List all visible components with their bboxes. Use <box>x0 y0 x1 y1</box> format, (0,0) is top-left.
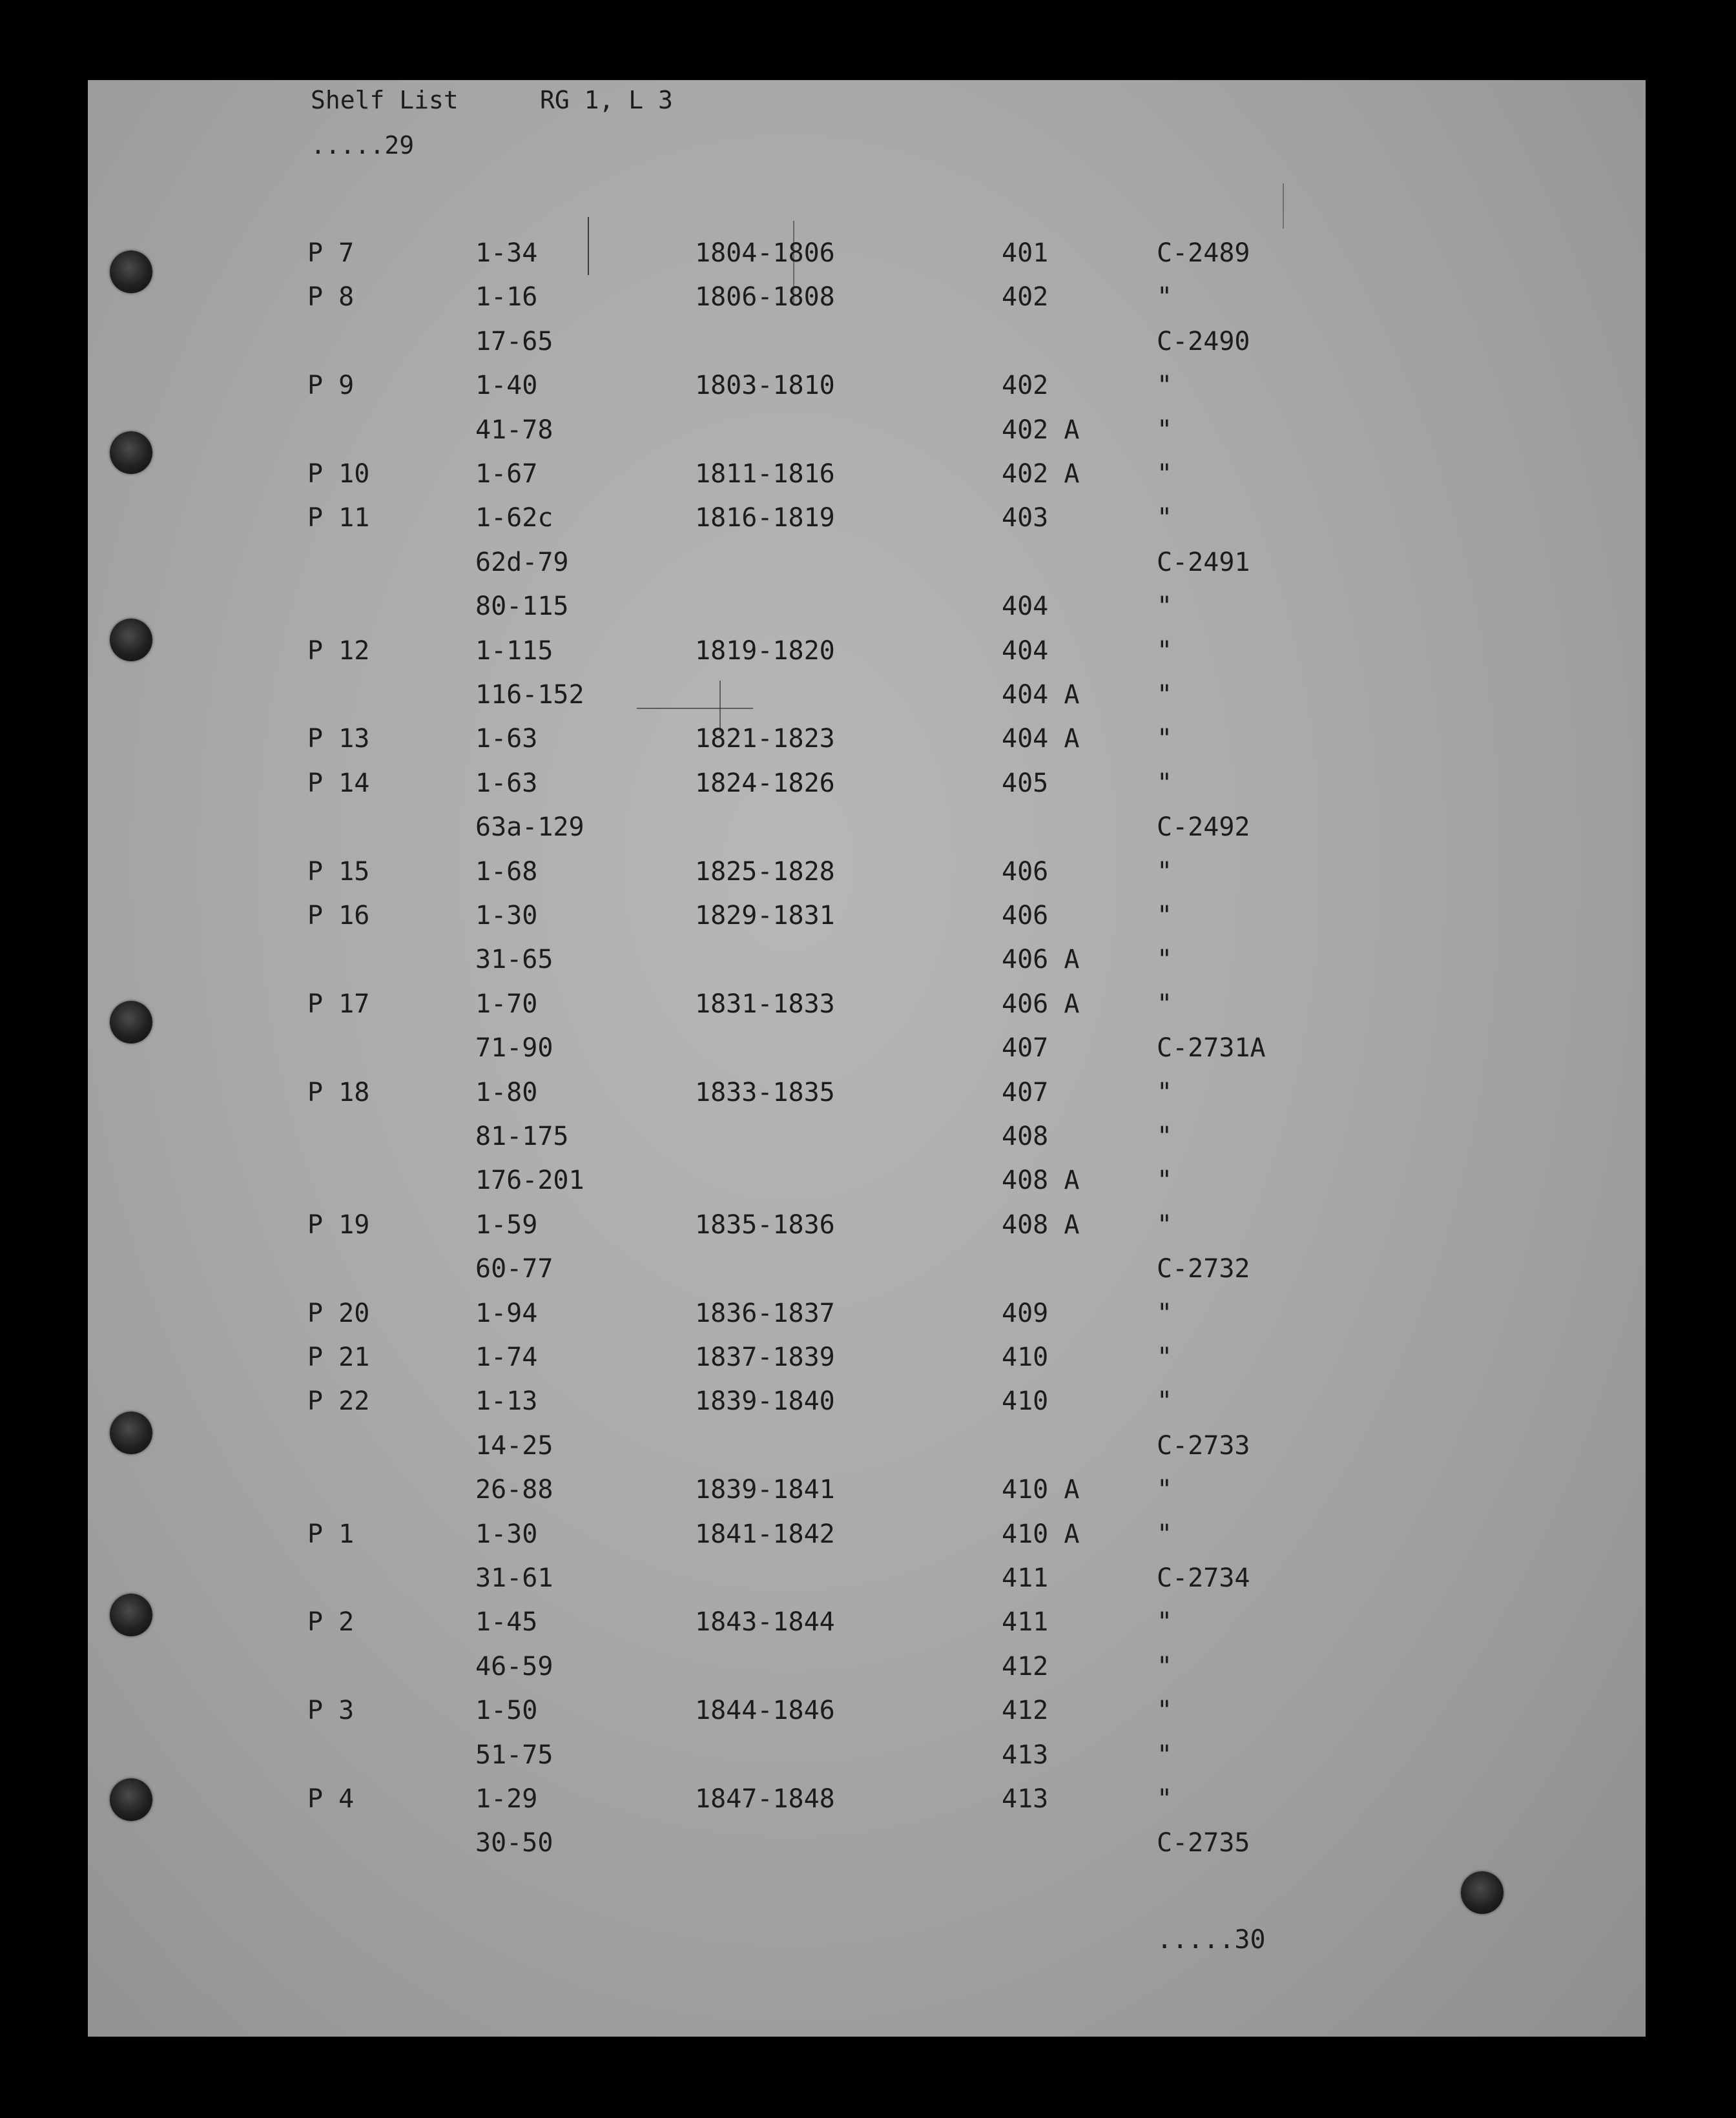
series-cell: P 19 <box>307 1209 370 1240</box>
range-cell: 1-16 <box>475 282 538 313</box>
reel-cell: " <box>1157 1519 1173 1549</box>
box-cell: 410 A <box>1002 1519 1080 1549</box>
years-cell: 1841-1842 <box>695 1519 835 1549</box>
series-cell: P 17 <box>307 989 370 1019</box>
box-cell: 410 <box>1002 1342 1049 1372</box>
reel-cell: C-2731A <box>1157 1033 1266 1064</box>
years-cell: 1843-1844 <box>695 1607 835 1638</box>
reel-cell: " <box>1157 724 1173 754</box>
range-cell: 30-50 <box>475 1828 553 1858</box>
range-cell: 80-115 <box>475 591 569 622</box>
series-cell: P 7 <box>307 238 355 268</box>
years-cell: 1833-1835 <box>695 1077 835 1107</box>
reel-cell: " <box>1157 591 1173 622</box>
reel-cell: " <box>1157 1386 1173 1417</box>
reel-cell: " <box>1157 1607 1173 1638</box>
reel-cell: " <box>1157 635 1173 666</box>
box-cell: 407 <box>1002 1033 1049 1064</box>
range-cell: 1-34 <box>475 238 538 268</box>
series-cell: P 20 <box>307 1298 370 1328</box>
box-cell: 413 <box>1002 1784 1049 1814</box>
years-cell: 1811-1816 <box>695 459 835 489</box>
years-cell: 1825-1828 <box>695 856 835 887</box>
box-cell: 402 A <box>1002 415 1080 445</box>
table-row <box>88 726 1646 766</box>
box-cell: 408 <box>1002 1122 1049 1151</box>
reel-cell: " <box>1157 282 1173 313</box>
years-cell: 1839-1840 <box>695 1386 835 1417</box>
years-cell: 1836-1837 <box>695 1298 835 1328</box>
box-cell: 411 <box>1002 1607 1049 1638</box>
reel-cell: " <box>1157 1651 1173 1681</box>
box-cell: 409 <box>1002 1298 1049 1328</box>
series-cell: P 3 <box>307 1696 355 1726</box>
range-cell: 46-59 <box>475 1651 553 1681</box>
box-cell: 405 <box>1002 768 1049 798</box>
reel-cell: C-2491 <box>1157 547 1250 577</box>
table-row <box>88 1298 1646 1341</box>
reel-cell: C-2734 <box>1157 1563 1250 1593</box>
range-cell: 1-29 <box>475 1784 538 1814</box>
shelf-list-title: Shelf List <box>311 86 459 114</box>
table-row <box>88 1430 1646 1473</box>
reel-cell: C-2732 <box>1157 1254 1250 1284</box>
range-cell: 41-78 <box>475 415 553 445</box>
years-cell: 1804-1806 <box>695 238 835 268</box>
range-cell: 1-74 <box>475 1342 538 1372</box>
box-cell: 406 <box>1002 901 1049 930</box>
reel-cell: C-2733 <box>1157 1430 1250 1461</box>
years-cell: 1835-1836 <box>695 1209 835 1240</box>
box-cell: 413 <box>1002 1740 1049 1770</box>
table-row <box>88 1565 1646 1605</box>
series-cell: P 11 <box>307 503 370 533</box>
table-row <box>88 326 1646 369</box>
range-cell: 17-65 <box>475 326 553 356</box>
table-row <box>88 903 1646 943</box>
series-cell: P 22 <box>307 1386 370 1417</box>
box-cell: 402 A <box>1002 459 1080 489</box>
table-row <box>88 1209 1646 1252</box>
range-cell: 1-50 <box>475 1696 538 1726</box>
range-cell: 31-61 <box>475 1563 553 1593</box>
range-cell: 60-77 <box>475 1254 553 1284</box>
box-cell: 404 <box>1002 591 1049 622</box>
table-row <box>88 856 1646 899</box>
series-cell: P 13 <box>307 724 370 754</box>
box-cell: 412 <box>1002 1651 1049 1681</box>
document-page <box>88 80 1646 2037</box>
reel-cell: " <box>1157 1166 1173 1196</box>
years-cell: 1824-1826 <box>695 768 835 798</box>
years-cell: 1816-1819 <box>695 503 835 533</box>
table-row <box>88 461 1646 501</box>
reel-cell: " <box>1157 371 1173 401</box>
range-cell: 1-67 <box>475 459 538 489</box>
range-cell: 51-75 <box>475 1740 553 1770</box>
reel-cell: " <box>1157 415 1173 445</box>
table-row <box>88 505 1646 545</box>
reel-cell: " <box>1157 1784 1173 1814</box>
box-cell: 406 A <box>1002 989 1080 1019</box>
reel-cell: " <box>1157 1122 1173 1151</box>
reel-cell: C-2492 <box>1157 812 1250 843</box>
series-cell: P 15 <box>307 856 370 887</box>
reel-cell: " <box>1157 1740 1173 1770</box>
reel-cell: " <box>1157 680 1173 710</box>
range-cell: 26-88 <box>475 1475 553 1505</box>
table-row <box>88 1830 1646 1870</box>
record-group-label: RG 1, L 3 <box>540 86 673 114</box>
years-cell: 1839-1841 <box>695 1475 835 1505</box>
range-cell: 1-30 <box>475 901 538 930</box>
range-cell: 1-30 <box>475 1519 538 1549</box>
years-cell: 1806-1808 <box>695 282 835 313</box>
box-cell: 402 <box>1002 371 1049 401</box>
table-row <box>88 1786 1646 1826</box>
table-row <box>88 593 1646 633</box>
series-cell: P 1 <box>307 1519 355 1549</box>
range-cell: 31-65 <box>475 945 553 975</box>
series-cell: P 16 <box>307 901 370 930</box>
range-cell: 116-152 <box>475 680 584 710</box>
reel-cell: " <box>1157 856 1173 887</box>
years-cell: 1847-1848 <box>695 1784 835 1814</box>
reel-cell: " <box>1157 901 1173 930</box>
box-cell: 404 <box>1002 635 1049 666</box>
range-cell: 1-70 <box>475 989 538 1019</box>
range-cell: 1-62c <box>475 503 553 533</box>
box-cell: 401 <box>1002 238 1049 268</box>
reel-cell: " <box>1157 503 1173 533</box>
table-row <box>88 1077 1646 1120</box>
reel-cell: " <box>1157 768 1173 798</box>
table-row <box>88 947 1646 987</box>
table-row <box>88 682 1646 722</box>
reel-cell: " <box>1157 1209 1173 1240</box>
reel-cell: C-2489 <box>1157 238 1250 268</box>
table-row <box>88 635 1646 678</box>
reel-cell: " <box>1157 1696 1173 1726</box>
table-row <box>88 1609 1646 1649</box>
box-cell: 402 <box>1002 282 1049 313</box>
series-cell: P 4 <box>307 1784 355 1814</box>
range-cell: 71-90 <box>475 1033 553 1064</box>
years-cell: 1803-1810 <box>695 371 835 401</box>
table-row <box>88 1698 1646 1738</box>
reel-cell: " <box>1157 1475 1173 1505</box>
table-row <box>88 1477 1646 1517</box>
series-cell: P 8 <box>307 282 355 313</box>
box-cell: 410 A <box>1002 1475 1080 1505</box>
page-continued-from: .....29 <box>311 131 415 159</box>
box-cell: 412 <box>1002 1696 1049 1726</box>
table-row <box>88 1035 1646 1075</box>
range-cell: 176-201 <box>475 1166 584 1196</box>
table-row <box>88 1742 1646 1782</box>
table-row <box>88 1651 1646 1694</box>
range-cell: 1-94 <box>475 1298 538 1328</box>
table-row <box>88 814 1646 854</box>
table-row <box>88 547 1646 590</box>
box-cell: 410 <box>1002 1386 1049 1417</box>
series-cell: P 21 <box>307 1342 370 1372</box>
series-cell: P 2 <box>307 1607 355 1638</box>
series-cell: P 9 <box>307 371 355 401</box>
reel-cell: " <box>1157 1077 1173 1107</box>
table-row <box>88 1521 1646 1561</box>
table-row <box>88 373 1646 413</box>
reel-cell: " <box>1157 459 1173 489</box>
years-cell: 1829-1831 <box>695 901 835 930</box>
table-row <box>88 1344 1646 1384</box>
years-cell: 1844-1846 <box>695 1696 835 1726</box>
reel-cell: C-2735 <box>1157 1828 1250 1858</box>
box-cell: 404 A <box>1002 724 1080 754</box>
table-row <box>88 240 1646 280</box>
series-cell: P 18 <box>307 1077 370 1107</box>
pencil-mark <box>1283 183 1284 229</box>
box-cell: 408 A <box>1002 1166 1080 1196</box>
table-row <box>88 1388 1646 1428</box>
years-cell: 1837-1839 <box>695 1342 835 1372</box>
range-cell: 1-63 <box>475 768 538 798</box>
range-cell: 1-40 <box>475 371 538 401</box>
table-row <box>88 770 1646 810</box>
range-cell: 1-68 <box>475 856 538 887</box>
range-cell: 62d-79 <box>475 547 569 577</box>
box-cell: 407 <box>1002 1077 1049 1107</box>
punch-hole <box>1461 1871 1504 1914</box>
years-cell: 1821-1823 <box>695 724 835 754</box>
box-cell: 406 A <box>1002 945 1080 975</box>
reel-cell: " <box>1157 945 1173 975</box>
table-row <box>88 991 1646 1031</box>
box-cell: 406 <box>1002 856 1049 887</box>
range-cell: 81-175 <box>475 1122 569 1151</box>
reel-cell: " <box>1157 1342 1173 1372</box>
range-cell: 1-115 <box>475 635 553 666</box>
table-row <box>88 284 1646 324</box>
range-cell: 63a-129 <box>475 812 584 843</box>
series-cell: P 14 <box>307 768 370 798</box>
range-cell: 1-63 <box>475 724 538 754</box>
years-cell: 1831-1833 <box>695 989 835 1019</box>
range-cell: 1-45 <box>475 1607 538 1638</box>
table-row <box>88 1124 1646 1164</box>
reel-cell: C-2490 <box>1157 326 1250 356</box>
box-cell: 403 <box>1002 503 1049 533</box>
table-row <box>88 1167 1646 1208</box>
years-cell: 1819-1820 <box>695 635 835 666</box>
range-cell: 1-13 <box>475 1386 538 1417</box>
reel-cell: " <box>1157 1298 1173 1328</box>
table-row <box>88 1256 1646 1296</box>
range-cell: 14-25 <box>475 1430 553 1461</box>
table-row <box>88 417 1646 457</box>
box-cell: 408 A <box>1002 1209 1080 1240</box>
range-cell: 1-59 <box>475 1209 538 1240</box>
range-cell: 1-80 <box>475 1077 538 1107</box>
series-cell: P 12 <box>307 635 370 666</box>
reel-cell: " <box>1157 989 1173 1019</box>
box-cell: 411 <box>1002 1563 1049 1593</box>
page-continued-to: .....30 <box>1157 1925 1266 1955</box>
series-cell: P 10 <box>307 459 370 489</box>
box-cell: 404 A <box>1002 680 1080 710</box>
